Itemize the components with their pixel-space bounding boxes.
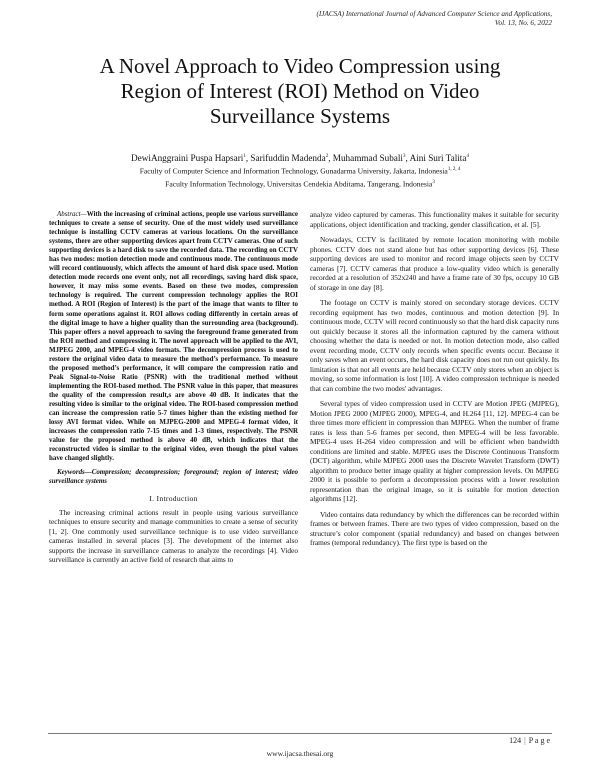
affiliation-1: [30, 164, 570, 177]
abstract-text: With the increasing of criminal actions, people use various surveillance techniques to create a sense of security. One of the most widely used surveillance technique is installing CCTV cameras at various locations. On the surveillance systems, there are other supporting devices apart from CCTV cameras. One of such supporting devices is a hard disk to save the recorded data. The recording on CCTV has two modes: motion detection mode and continuous mode. The continuous mode will record continuously, which affects the amount of hard disk space used. Motion detection mode records one event only, not all recordings, saving hard disk space, however, it may miss some events. Based on these two modes, compression technology is required. The current compression technology applies the ROI method. A ROI (Region of Interest) is the part of the image that wants to filter to form some operations against it. ROI allows coding differently in certain areas of the digital image to have a higher quality than the surrounding area (background). This paper offers a novel approach to saving the foreground frame generated from the ROI method and compressing it. The novel approach will be applied to the AVI, MJPEG 2000, and MPEG-4 video formats. The decompression process is used to restore the original video data to measure the method’s performance. To measure the proposed method’s performance, it will compare the compression ratio and Peak Signal-to-Noise Ratio (PSNR) with the traditional method without implementing the ROI-based method. The PSNR value in this paper, that measures the quality of the compression result,s are above 40 dB. It indicates that the resulting video is similar to the original video. The ROI-based compression method can increase the compression ratio 5-7 times higher than the existing method for lossy AVI format video. While on MJPEG-2000 and MPEG-4 format video, it increases the compression ratio 7-15 times and 1-3 times, respectively. The PSNR value for the proposed method is above 40 dB, which indicates that the reconstructed video is similar to the original video, even though the pixel values have changed slightly.: [49, 210, 298, 463]
footer-divider: [48, 733, 552, 734]
right-paragraph-1: Nowadays, CCTV is facilitated by remote location monitoring with mobile phones. CCTV does not stand alone but has other supporting devices [6]. These supporting devices are used to monitor and record image objects seen by CCTV cameras [7]. CCTV cameras that produce a low-quality video which is generally recorded at a resolution of 352x240 and have a frame rate of 30 fps, occupy 10 GB of storage in one day [8].: [310, 235, 559, 292]
author-4-sup: 4: [466, 154, 469, 159]
keywords: Keywords—Compression; decompression; foreground; region of interest; video surveillance systems: [49, 468, 298, 486]
author-3: , Muhammad Subali: [328, 153, 403, 164]
paper-title: [40, 54, 560, 129]
author-4: , Aini Suri Talita: [405, 153, 467, 164]
affiliation-1-sup: 1, 2, 4: [447, 167, 461, 172]
title-line-1: A Novel Approach to Video Compression using: [99, 54, 501, 78]
right-paragraph-4: Video contains data redundancy by which the differences can be recorded within frames or between frames. There are two types of video compression, based on the structure’s color component (spatial redundancy) and based on changes between frames (temporal redundancy). The first type is based on the: [310, 509, 559, 547]
author-1-sup: 1: [243, 154, 246, 159]
title-line-3: Surveillance Systems: [209, 104, 391, 128]
affiliation-1-text: Faculty of Computer Science and Information Technology, Gunadarma University, Jakarta, Indonesia: [139, 166, 448, 176]
affiliation-2: [30, 177, 570, 190]
right-paragraph-2: The footage on CCTV is mainly stored on secondary storage devices. CCTV recording equipment has two modes, continuous and motion detection [9]. In continuous mode, CCTV will record continuously so that the hard disk capacity runs out quickly because it stores all the information captured by the camera without choosing whether the data is needed or not. In motion detection mode, also called event recording mode, CCTV only records when specific events occur. Because it only saves when an event occurs, the hard disk capacity does not run out quickly. Its limitation is that not all events are held because CCTV only stores when an object is moving, so some information is lost [10]. A video compression technique is needed that can combine the two modes' advantages.: [310, 298, 559, 393]
author-1: DewiAnggraini Puspa Hapsari: [131, 153, 244, 164]
author-2-sup: 2: [325, 154, 329, 159]
page-number: [509, 736, 550, 745]
left-column: [49, 210, 298, 565]
journal-volume: Vol. 13, No. 6, 2022: [494, 19, 552, 27]
section-heading-introduction: I. Introduction: [149, 494, 198, 504]
page-number-value: 124: [509, 736, 522, 745]
journal-website[interactable]: www.ijacsa.thesai.org: [266, 749, 334, 758]
abstract-lead: Abstract—: [57, 210, 87, 218]
intro-paragraph-1: The increasing criminal actions result in people using various surveillance techniques to ensure security and manage communities to create a sense of security [1, 2]. One commonly used surveillance technique is to use video surveillance cameras installed in several places [3]. The development of the internet also supports the increase in surveillance cameras to analyze the recordings [4]. Video surveillance is currently an active field of research that aims to: [49, 507, 298, 565]
journal-name: (IJACSA) International Journal of Advanced Computer Science and Applications,: [316, 10, 552, 18]
abstract: [49, 210, 298, 463]
journal-header: [317, 10, 552, 28]
right-paragraph-3: Several types of video compression used in CCTV are Motion JPEG (MJPEG), Motion JPEG 2000 (MJPEG 2000), MPEG-4, and H.264 [11, 12]. MPEG-4 can be three times more efficient in compression than MJPEG. When the number of frame rates is less than 5-6 frames per second, then MPEG-4 will be less favorable. MPEG-4 uses H-264 video compression and will be efficient when bandwidth conditions are limited and stable. MJPEG uses the Discrete Continuous Transform (DCT) algorithm, while MJPEG 2000 uses the Discrete Wavelet Transform (DWT) algorithm to produce better image quality at higher compression levels. On MJPEG 2000 it is possible to perform a decompression process with a lower resolution representation than the original image, so it is suitable for motion detection algorithms [12].: [310, 399, 559, 503]
title-line-2: Region of Interest (ROI) Method on Video: [120, 79, 480, 103]
affiliation-2-sup: 3: [432, 179, 435, 185]
affiliations: [30, 164, 570, 189]
page-number-pipe: |: [524, 736, 526, 745]
right-column: [310, 210, 559, 548]
right-paragraph-0: analyze video captured by cameras. This functionality makes it suitable for security applications, object identification and tracking, gender classification, et al. [5].: [310, 210, 559, 229]
page-label: P a g e: [528, 736, 550, 745]
author-list: [30, 151, 570, 164]
author-3-sup: 3: [402, 154, 406, 159]
author-2: , Sarifuddin Madenda: [245, 153, 326, 164]
affiliation-2-text: Faculty Information Technology, Universitas Cendekia Abditama, Tangerang, Indonesia: [165, 179, 433, 189]
